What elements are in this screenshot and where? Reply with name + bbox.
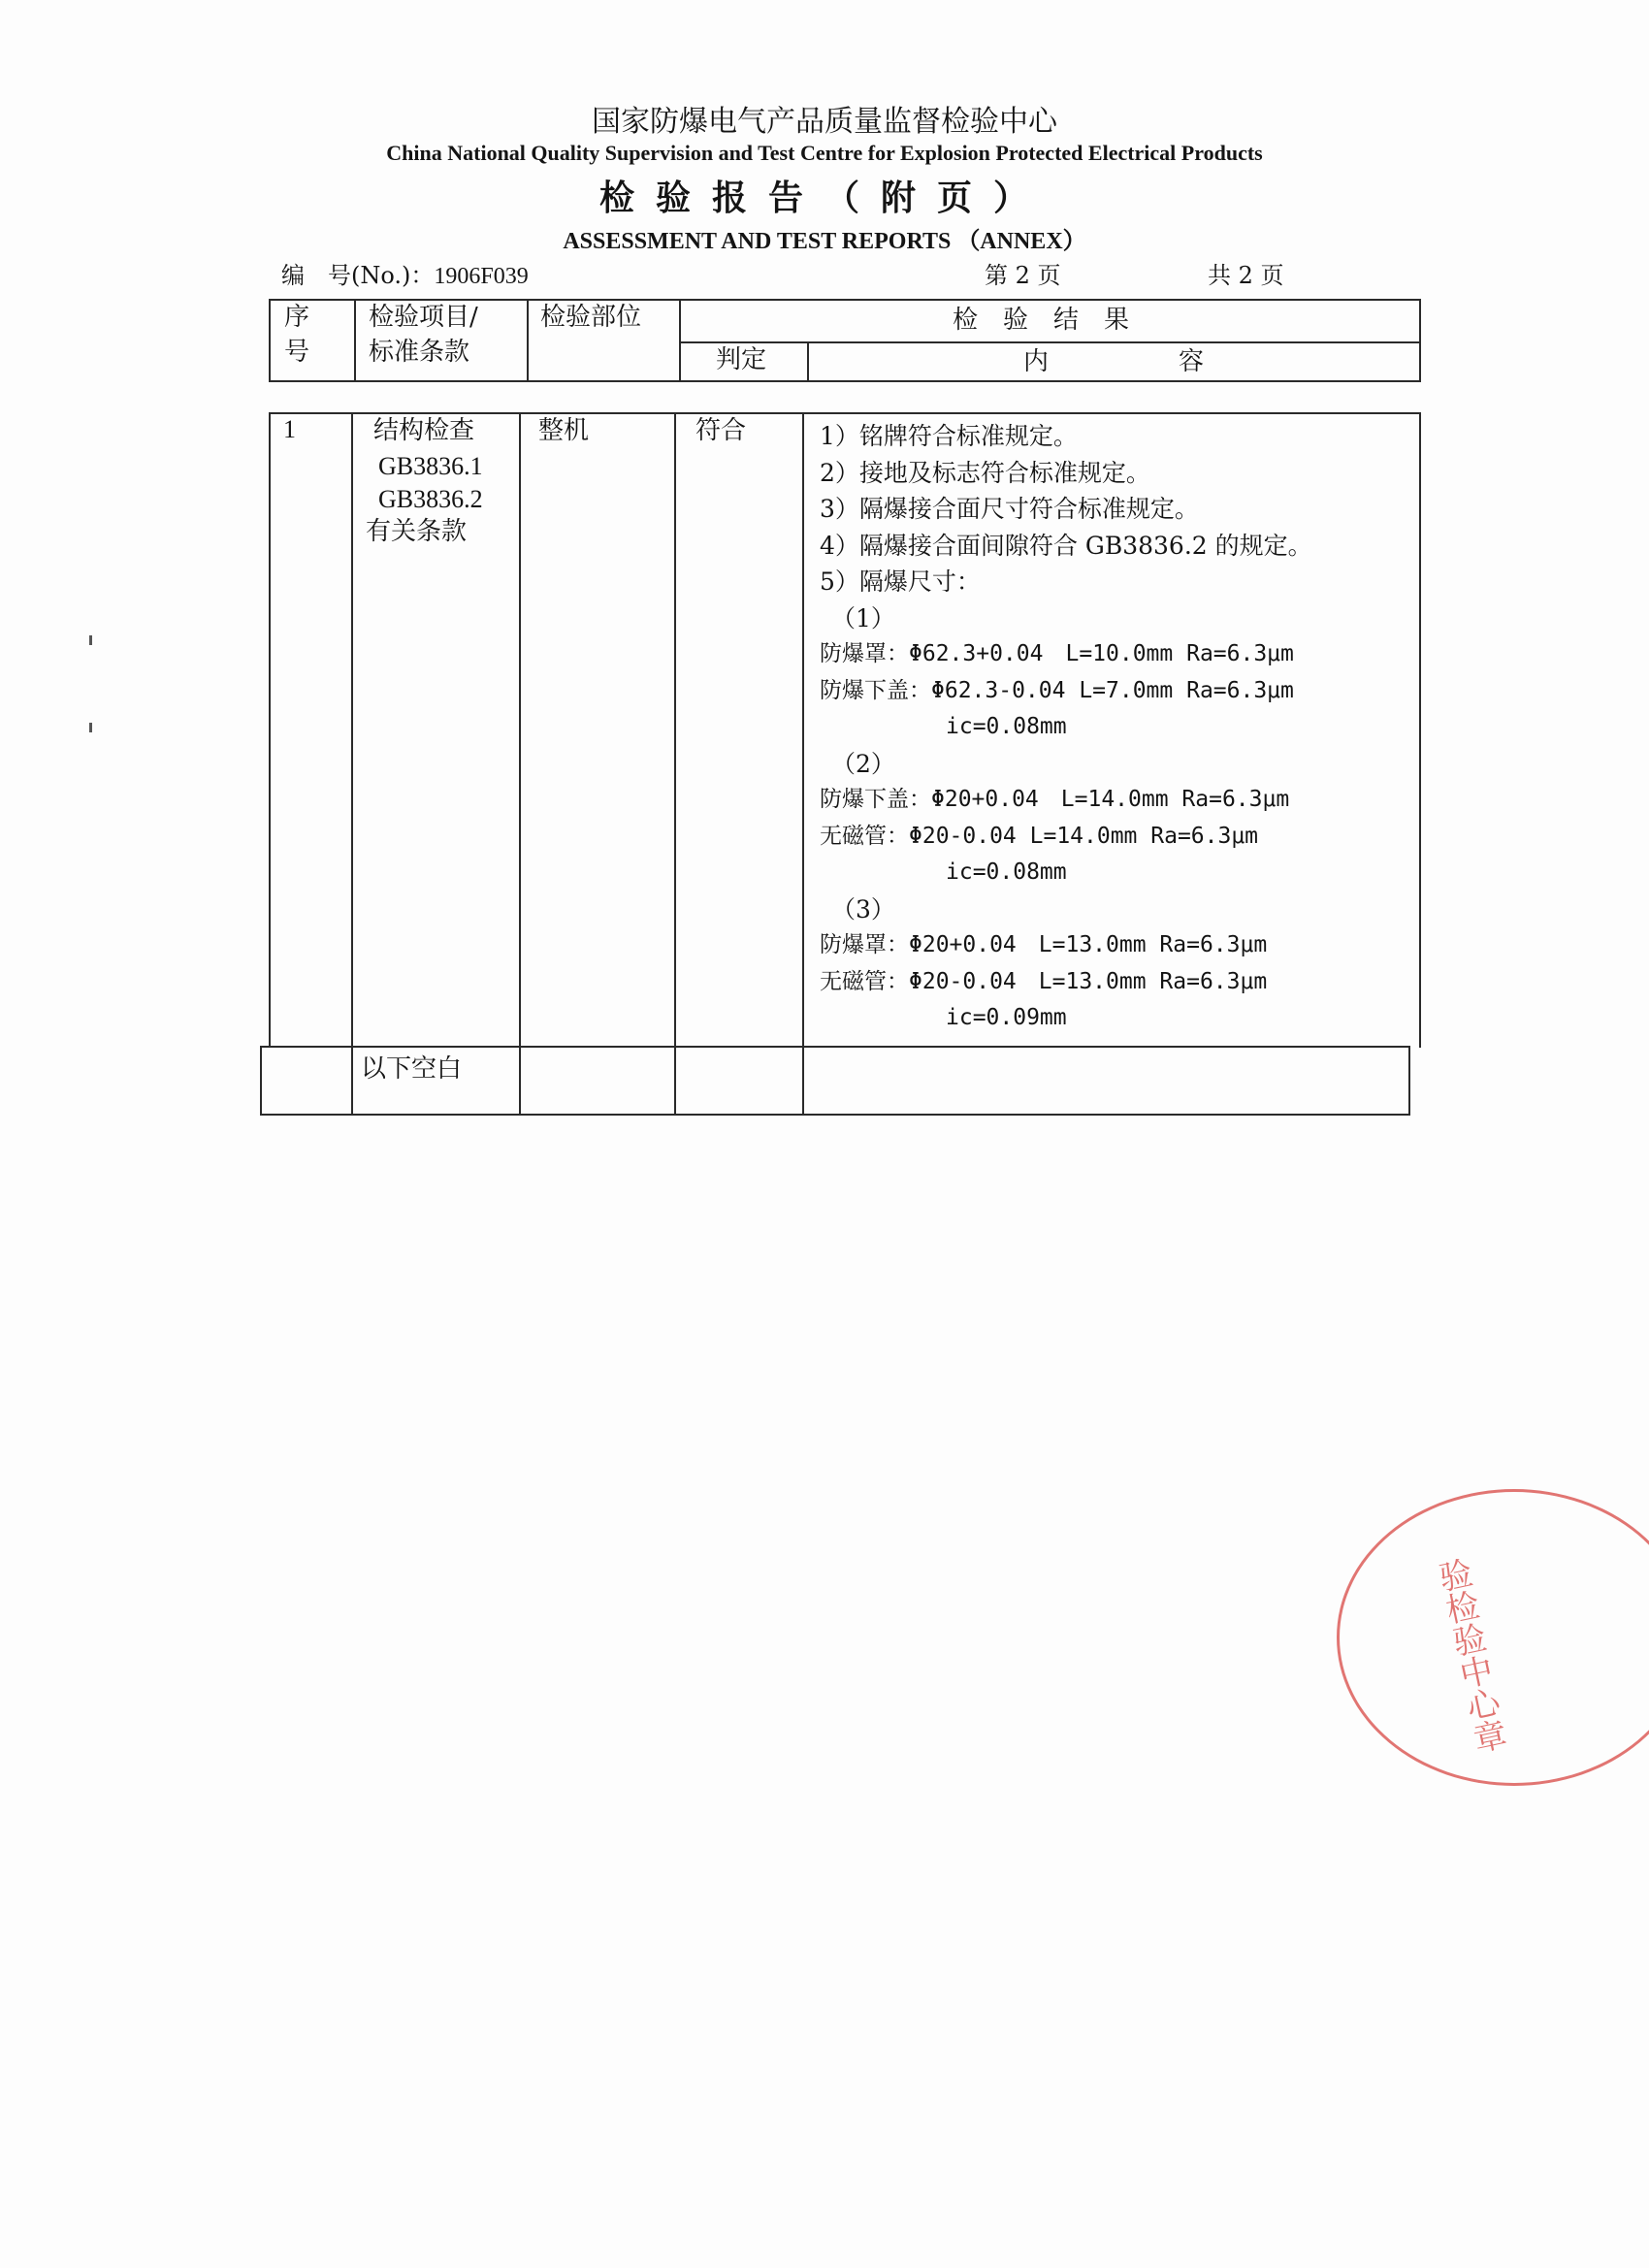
result-details (820, 418, 1312, 1037)
page-number: 第 2 页 (985, 262, 1061, 289)
row-item-2: GB3836.1 (378, 452, 483, 480)
result-line: （2） (831, 749, 895, 778)
result-line: 防爆罩：Φ62.3+0.04 L=10.0mm Ra=6.3μm (820, 641, 1294, 666)
report-title-chinese: 检验报告（附页） (598, 178, 1050, 218)
scan-speck (89, 635, 92, 645)
official-seal-text: 验检验中心章 (1430, 1555, 1509, 1757)
header-seq-2: 号 (284, 338, 310, 367)
header-item-2: 标准条款 (369, 338, 470, 367)
result-line: 4）隔爆接合面间隙符合 GB3836.2 的规定。 (820, 531, 1312, 560)
row-item-1: 结构检查 (373, 416, 475, 445)
result-line: 无磁管：Φ20-0.04 L=14.0mm Ra=6.3μm (820, 823, 1259, 849)
header-content-1: 内 (1023, 347, 1050, 376)
header-item-1: 检验项目/ (369, 303, 478, 332)
result-line: 无磁管：Φ20-0.04 L=13.0mm Ra=6.3μm (820, 968, 1268, 994)
result-line: ic=0.08mm (946, 714, 1067, 739)
header-part: 检验部位 (540, 303, 642, 332)
result-line: 3）隔爆接合面尺寸符合标准规定。 (820, 495, 1199, 523)
result-line: ic=0.08mm (946, 859, 1067, 885)
row-seq: 1 (283, 415, 296, 443)
header-content-2: 容 (1179, 347, 1205, 376)
report-title-english: ASSESSMENT AND TEST REPORTS （ANNEX） (563, 229, 1086, 254)
result-line: 防爆罩：Φ20+0.04 L=13.0mm Ra=6.3μm (820, 932, 1268, 957)
organization-name-english: China National Quality Supervision and Test Centre for Explosion Protected Electrical Products (386, 141, 1263, 165)
report-number (281, 256, 529, 290)
organization-name-chinese: 国家防爆电气产品质量监督检验中心 (592, 105, 1057, 139)
header-result: 检 验 结 果 (953, 306, 1130, 335)
row-judgement: 符合 (695, 416, 747, 445)
blank-note: 以下空白 (361, 1054, 463, 1084)
result-line: （1） (831, 603, 895, 632)
result-line: 5）隔爆尺寸： (820, 567, 981, 596)
row-item-3: GB3836.2 (378, 485, 483, 513)
report-number-label: 编 号(No.)： (281, 262, 435, 289)
result-line: 防爆下盖：Φ20+0.04 L=14.0mm Ra=6.3μm (820, 787, 1290, 812)
report-number-value: 1906F039 (434, 264, 529, 289)
result-line: 1）铭牌符合标准规定。 (820, 422, 1078, 450)
result-line: （3） (831, 894, 895, 923)
result-line: 2）接地及标志符合标准规定。 (820, 458, 1150, 487)
row-item-4: 有关条款 (366, 517, 468, 546)
page-total: 共 2 页 (1208, 262, 1284, 289)
scan-speck (89, 723, 92, 732)
result-line: ic=0.09mm (946, 1005, 1067, 1030)
result-line: 防爆下盖：Φ62.3-0.04 L=7.0mm Ra=6.3μm (820, 677, 1294, 703)
row-part: 整机 (538, 416, 590, 445)
header-seq-1: 序 (284, 303, 310, 332)
header-judgement: 判定 (716, 345, 767, 374)
